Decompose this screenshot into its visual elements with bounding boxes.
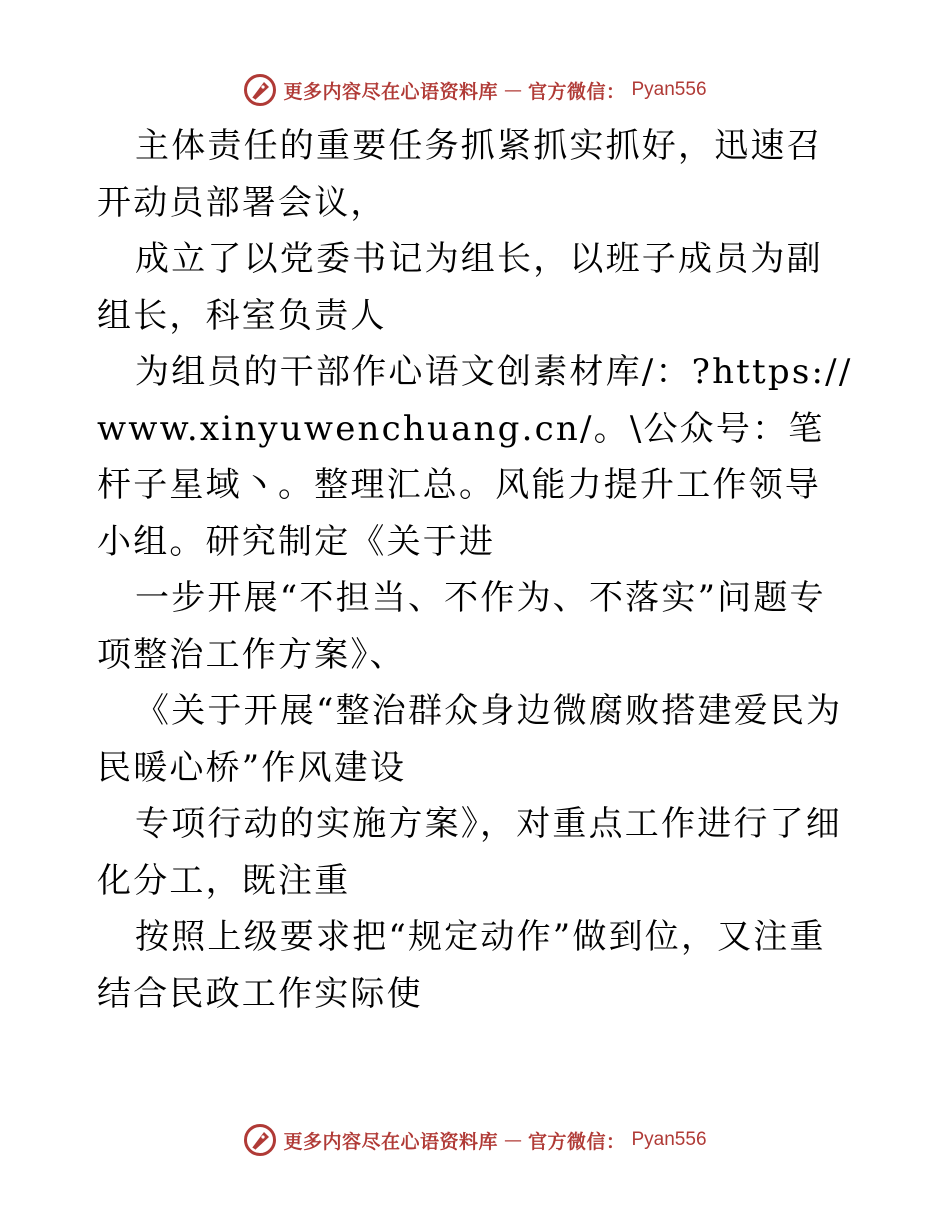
paragraph: 《关于开展“整治群众身边微腐败搭建爱民为民暖心桥”作风建设 — [97, 691, 843, 788]
paragraph: 一步开展“不担当、不作为、不落实”问题专项整治工作方案》、 — [97, 578, 826, 675]
document-body — [97, 118, 853, 1022]
paragraph: 按照上级要求把“规定动作”做到位，又注重结合民政工作实际使 — [97, 917, 826, 1014]
header-banner — [0, 70, 950, 110]
header-wechat-id: Pyan556 — [631, 79, 707, 100]
paragraph: 成立了以党委书记为组长，以班子成员为副组长，科室负责人 — [97, 239, 823, 336]
footer-brand-text: 更多内容尽在心语资料库 — [283, 1130, 498, 1153]
header-wechat-label: 官方微信： — [527, 80, 626, 103]
paragraph: 主体责任的重要任务抓紧抓实抓好，迅速召开动员部署会议， — [97, 126, 823, 223]
header-brand-text: 更多内容尽在心语资料库 — [283, 80, 498, 103]
header-separator: — — [503, 79, 522, 101]
footer-banner — [0, 1120, 950, 1160]
paragraph: 为组员的干部作心语文创素材库/：?https://www.xinyuwenchuang.cn/。\公众号：笔杆子星域丶。整理汇总。风能力提升工作领导小组。研究制定《关于进 — [97, 352, 853, 562]
footer-wechat-id: Pyan556 — [631, 1129, 707, 1150]
paragraph: 专项行动的实施方案》，对重点工作进行了细化分工，既注重 — [97, 804, 842, 901]
footer-banner-content — [243, 1123, 706, 1157]
header-banner-content — [243, 73, 706, 107]
footer-separator: — — [503, 1129, 522, 1151]
pen-nib-logo-icon — [243, 73, 277, 107]
footer-wechat-label: 官方微信： — [527, 1130, 626, 1153]
pen-nib-logo-icon — [243, 1123, 277, 1157]
